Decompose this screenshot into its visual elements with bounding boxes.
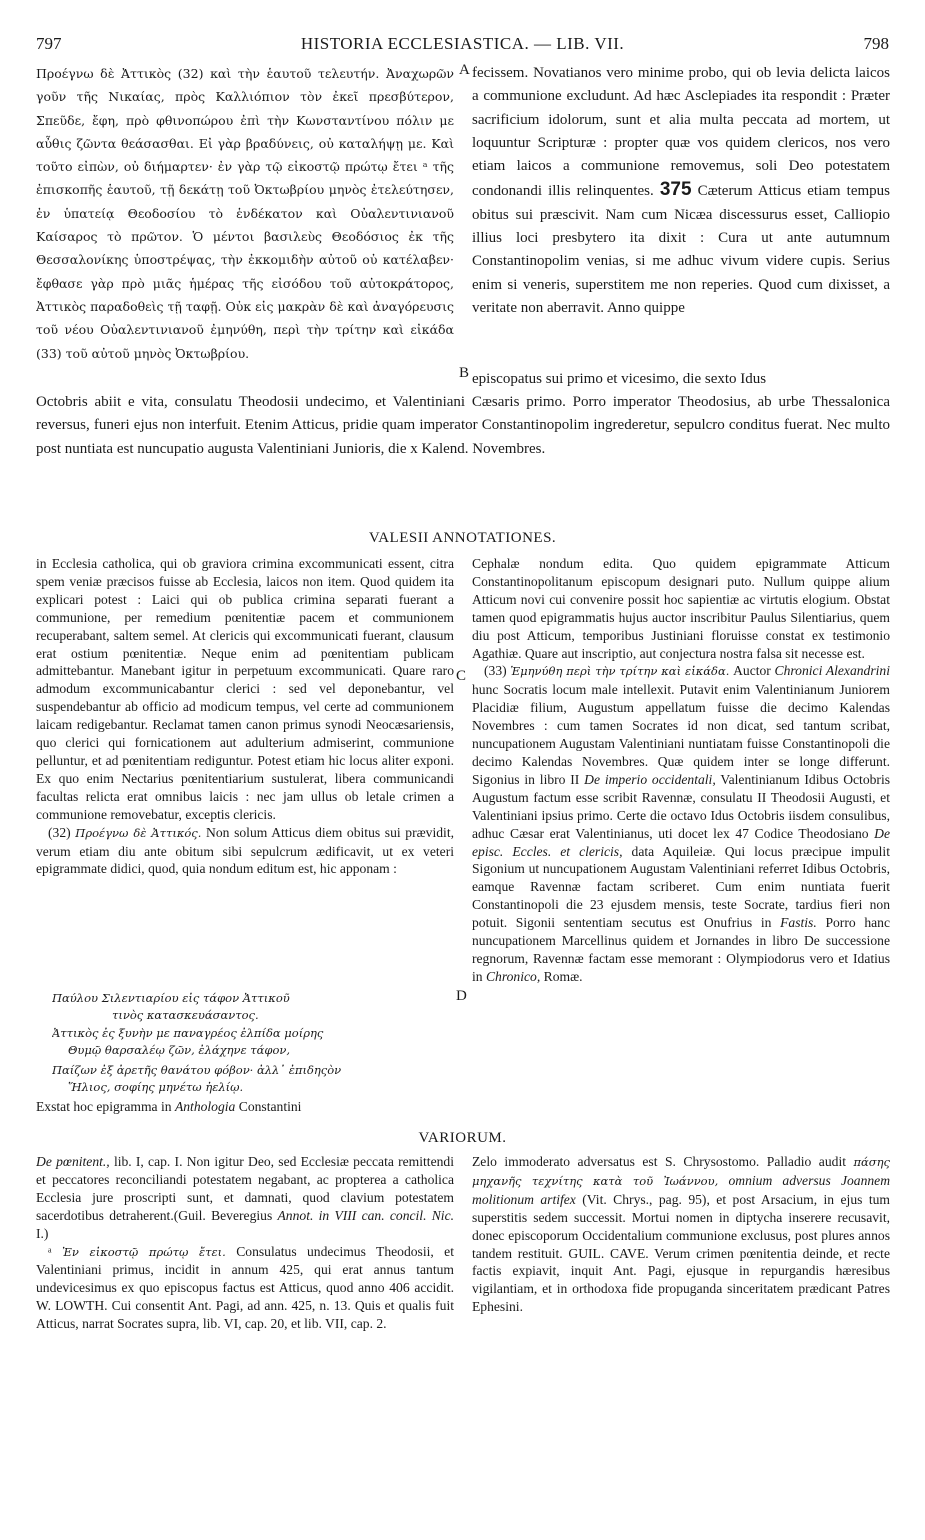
variorum-note-a-lemma: Ἐν εἰκοστῷ πρώτῳ ἔτει.: [62, 1244, 226, 1259]
latin-full-width: [36, 391, 890, 513]
valesii-left-end: [36, 1098, 454, 1120]
column-marker-b: B: [459, 365, 470, 381]
note-33-a: Auctor: [733, 663, 771, 679]
latin-tail-right: episcopatus sui primo et vicesimo, die sexto Idus: [472, 371, 767, 387]
latin-text: [472, 62, 890, 320]
variorum-left-para-1: [36, 1153, 454, 1243]
variorum-left-para-2: [36, 1243, 454, 1334]
valesii-left-text: in Ecclesia catholica, qui ob graviora crimina excommunicati essent, citra spem veniæ præcisos fuisse ab Ecclesia, laicos non item. Quod quidem ita explicari potest : Laici qui ob publica crimina separati fuerant a communione, per remedium pœnitentiæ pacem et communionem recuperabant, saltem semel. At clericis qui excommunicati fuerant, clausum erat ostium pœnitentiæ. Neque enim ad pœnitentiam publicam admittebantur. Manebant igitur in perpetuum excommunicati. Quare raro admodum excommunicabantur clerici : sed vel deponebantur, vel suspendebantur ab officio ad modicum tempus, vel certe ad communionem laicam redigebantur. Reclamat tamen canon primus synodi Neocæsariensis, quo clerici qui fornicationem aut adulterium admiserint, communione pelluntur, et ad pœnitentiam rediguntur. Potest etiam hic locus aliter exponi. Ex quo enim Nectarius pœnitentiarium sustulerat, libera communicandi facultas relicta erat omnibus laicis : nec jam ullus ob letale crimen a communione removebatur, exceptis clericis.: [36, 556, 454, 822]
note-33-it4: Fastis.: [780, 915, 817, 931]
variorum-left-text2: I.): [36, 1225, 49, 1241]
epigram-line-2: Θυμῷ θαρσαλέῳ ζῶν, ἐλάχηνε τάφον,: [68, 1042, 291, 1057]
greek-text: Προέγνω δὲ Ἀττικὸς (32) καὶ τὴν ἑαυτοῦ τελευτήν. Ἀναχωρῶν γοῦν τῆς Νικαίας, πρὸς Καλλιόπιον τὸν ἐκεῖ πρεσβύτερον, Σπεῦδε, ἔφη, πρὸ φθινοπώρου ἐπὶ τὴν Κωνσταντίνου πόλιν με αὖθις ζῶντα θεάσασθαι. Εἰ γὰρ βραδύνεις, οὐ καταλήψῃ με. Καὶ τοῦτο εἰπὼν, οὐ διήμαρτεν· ἐν γὰρ τῷ εἰκοστῷ πρώτῳ ἔτει ᵃ τῆς ἐπισκοπῆς ἑαυτοῦ, τῇ δεκάτῃ τοῦ Ὀκτωβρίου μηνὸς ἐτελεύτησεν, ἐν ὑπατείᾳ Θεοδοσίου τὸ ἑνδέκατον καὶ Οὐαλεντινιανοῦ Καίσαρος τὸ πρῶτον. Ὁ μέντοι βασιλεὺς Θεοδόσιος ἐκ τῆς Θεσσαλονίκης ὑποστρέψας, τὴν ἐκκομιδὴν αὐτοῦ οὐ κατέλαβεν· ἔφθασε γὰρ πρὸ μιᾶς ἡμέρας τῆς εἰσόδου τοῦ αὐτοκράτορος, Ἀττικὸς παραδοθεὶς τῇ ταφῇ. Οὐκ εἰς μακρὰν δὲ καὶ ἀναγόρευσις τοῦ νέου Οὐαλεντινιανοῦ ἐμηνύθη, περὶ τὴν τρίτην καὶ εἰκάδα (33) τοῦ αὐτοῦ μηνὸς Ὀκτωβρίου.: [36, 66, 454, 361]
note-33-e: Porro hanc nuncupationem Marcellinus quidem et Jornandes in libro De successione regnorum, Ravennæ factam esse memorant : Olympiodorus vero et Idatius in: [472, 915, 890, 984]
valesii-left-column: [36, 555, 454, 985]
running-title: HISTORIA ECCLESIASTICA. — LIB. VII.: [300, 34, 625, 53]
latin-text-part1: fecissem. Novatianos vero minime probo, qui ob levia delicta laicos a communione excludunt. Ad hæc Asclepiades ita respondit : Præter sacrificium idolorum, sunt et alia multa peccata ad mortem, ut loquuntur Scripturæ : propter quæ vos quidem clericos, nos vero etiam laicos a communione removemus, soli Deo potestatem condonandi illis relinquentes.: [472, 65, 890, 200]
epigram-line-3: Παίζων ἐξ ἀρετῆς θανάτου φόβον· ἀλλ᾽ ἐπιδηςὸν: [52, 1063, 342, 1077]
note-33-c: Valentinianum Idibus Octobris Augustum factum esse scribit Ravennæ, consulatu II Theodosii Augusti, et Valentiniani ipsius primo. Certe die octavo Idus Octobris iisdem consulibus, adhuc Cæsar erat Valentinianus, uti docet lex 47 Codice Theodosiano: [472, 771, 890, 841]
variorum-note-a-mark: ᵃ: [48, 1243, 52, 1259]
epigram-title-2: τινὸς κατασκευάσαντος.: [112, 1008, 259, 1023]
note-33: [472, 662, 890, 985]
note-32: [36, 824, 454, 879]
note-33-it1: Chronici Alexandrini: [774, 663, 890, 679]
variorum-left-it1: De pœnitent.,: [36, 1154, 110, 1169]
left-end-2: Constantini: [238, 1099, 302, 1114]
note-33-f: Romæ.: [543, 968, 583, 984]
epigram-line-4: Ἥλιος, σοφίης μηνέτω ἠελίῳ.: [68, 1080, 244, 1095]
running-header: [36, 34, 889, 56]
left-end-italic: Anthologia: [174, 1099, 236, 1114]
valesii-title: VALESII ANNOTATIONES.: [368, 530, 557, 546]
variorum-right-greek: πάσης μηχανῆς τεχνίτης κατὰ τοῦ Ἰωάννου,: [472, 1155, 890, 1188]
note-33-it2: De imperio occidentali,: [584, 771, 716, 787]
epigram: [52, 990, 452, 1062]
note-33-b: hunc Socratis locum male intellexit. Putavit enim Valentinianum Juniorem Placidiæ filium, Augustum appellatum fuisse die decimo Kalendas Novembres : cum tamen Socrates id non dicat, sed tantum scribat, nuncupationem Augustam Valentiniani nuntiatam fuisse Constantinopoli die decimo Kalendas Novembres. Quæ quidem inter se longe differunt. Sigonius in libro II: [472, 682, 890, 787]
variorum-right-column: [472, 1153, 890, 1528]
column-marker-a: A: [459, 62, 470, 78]
variorum-left-column: [36, 1153, 454, 1528]
note-32-lemma: Προέγνω δὲ Ἀττικός.: [75, 825, 202, 840]
note-33-d: data Aquileiæ. Qui locus præcipue impulit Sigonium ut nuncupationem Augustam Valentiniani referret Idibus Octobris, eamque Ravennæ factam scriberet. Cum enim nuntiata fuerit Constantinopoli die 23 ejusdem mensis, teste Socrate, tardius fieri non potuit. Sigonii sententiam secutus est Onufrius in: [472, 843, 890, 931]
epigram-title-1: Παύλου Σιλεντιαρίου εἰς τάφον Ἀττικοῦ: [52, 991, 290, 1005]
left-end-1: Exstat hoc epigramma in: [36, 1099, 172, 1114]
page-number-right: 798: [863, 34, 889, 53]
latin-text-column: [472, 62, 890, 392]
epigram-continued: [52, 1062, 452, 1102]
variorum-title: VARIORUM.: [418, 1130, 507, 1146]
variorum-right-it1: omnium adversus Joannem molitionum artifex: [472, 1172, 890, 1207]
variorum-left-it2: Annot. in VIII can. concil. Nic.: [277, 1207, 454, 1223]
note-33-it5: Chronico,: [485, 968, 541, 984]
column-marker-d: D: [456, 988, 467, 1004]
section-number: 375: [659, 179, 692, 201]
latin-text-part2: Cæterum Atticus etiam tempus obitus sui præscivit. Nam cum Nicæa discessurus esset, Calliopio illius loci presbytero ita dixit : Cura ut ante autumnum Constantinopolim venias, si me adhuc vivum videre cupis. Serius enim si veneris, superstitem me non reperies. Quod cum dixisset, a veritate non aberravit. Anno quippe: [472, 183, 890, 316]
valesii-right-column: [472, 555, 890, 1121]
epigram-line-1: Ἀττικὸς ἐς ξυνὴν με παναγρέος ἐλπίδα μοίρης: [52, 1025, 324, 1040]
note-32-text: Non solum Atticus diem obitus sui prævidit, verum etiam diu ante obitum sibi sepulcrum ædificavit, ut ex veteri epigrammate didici, quod, quia nondum editum est, hic apponam :: [36, 824, 454, 877]
variorum-left-text3: Consulatus undecimus Theodosii, et Valentiniani primus, incidit in annum 425, qui erat annus tantum undevicesimus ex quo episcopus factus est Atticus, quod anno 406 accidit. W. LOWTH. Cui consentit Ant. Pagi, ad ann. 425, n. 13. Quis et qualis fuit Atticus, narrat Socrates supra, lib. VI, cap. 20, et lib. VII, cap. 2.: [36, 1243, 454, 1332]
variorum-right-text2: (Vit. Chrys., pag. 95), et post Arsacium, in ejus tum superstitis sedem successit. Mortui nomen in diptycha inserere recusavit, donec episcoporum Occidentalium communione exclusus, post plures annos tandem restituit. GUIL. CAVE. Verum crimen pœnitentia deinde, et recte factis expiavit, inquit Ant. Pagi, ejusque in repurgandis hæresibus vigilantiam, et in orthodoxa fide propuganda sinceritatem prædicant Patres Ephesini.: [472, 1191, 890, 1315]
variorum-left-text1: lib. I, cap. I. Non igitur Deo, sed Ecclesiæ peccata remittendi et peccatores reconciliandi potestatem negabant, ac propterea a catholica Ecclesia jure proscripti sunt, et damnati, quod clavium potestatem sacerdotibus detraherent.(Guil. Beveregius: [36, 1154, 454, 1223]
greek-text-column: [36, 62, 454, 395]
variorum-right-para: [472, 1153, 890, 1316]
latin-tail-line: [472, 368, 890, 392]
note-32-number: (32): [48, 824, 71, 840]
latin-full-text: Octobris abiit e vita, consulatu Theodosii undecimo, et Valentiniani Cæsaris primo. Porro imperator Theodosius, ab urbe Thessalonica reversus, funeri ejus non interfuit. Etenim Atticus, pridie quam imperator Constantinopolim ingrederetur, sepulcro conditus fuerat. Nec multo post nuntiata est nuncupatio augusta Valentiniani Junioris, die x Kalend. Novembres.: [36, 394, 890, 457]
note-33-it3: De episc. Eccles. et clericis,: [472, 825, 890, 859]
valesii-left-end-text: [36, 1098, 454, 1116]
variorum-right-text1: Zelo immoderato adversatus est S. Chrysostomo. Palladio audit: [472, 1154, 846, 1169]
note-33-number: (33): [484, 663, 507, 679]
column-marker-c: C: [456, 668, 467, 684]
valesii-right-text-1: Cephalæ nondum edita. Quo quidem epigrammate Atticum Constantinopolitanum episcopum designari puto. Nullum quippe alium Atticum novi cui convenire possit hoc sapientiæ ac virtutis elogium. Obstat tamen quod epigrammatis hujus auctor inscribitur Paulus Silentiarius, quem diu post Atticum, temporibus Justiniani floruisse constat ex testimonio Agathiæ. Quare aut inscriptio, aut conjectura nostra falsa sit necesse est.: [472, 556, 890, 661]
note-33-lemma: Ἐμηνύθη περὶ τὴν τρίτην καὶ εἰκάδα.: [510, 664, 730, 679]
page-number-left: 797: [36, 34, 62, 53]
